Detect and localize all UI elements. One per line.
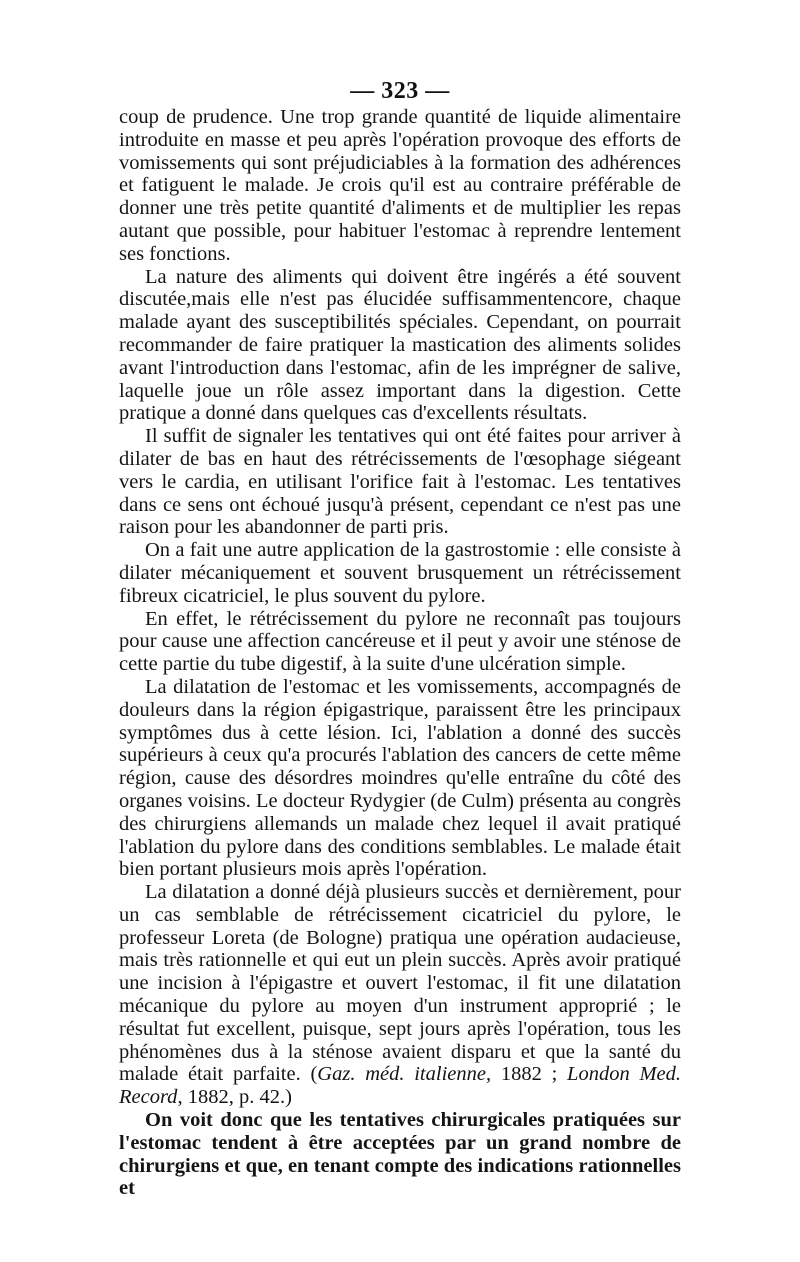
paragraph-7-text: La dilatation a donné déjà plusieurs succès et dernièrement, pour un cas semblable de rétrécissement cicatriciel du pylore, le professeur Loreta (de Bologne) pratiqua une opération audacieuse, mais très rationnelle et qui eut un plein succès. Après avoir pratiqué une incision à l'épigastre et ouvert l'estomac, il fit une dilatation mécanique du pylore au moyen d'un instrument approprié ; le résultat fut excellent, puisque, sept jours après l'opération, tous les phénomènes dus à la sténose avaient disparu et que la santé du malade était parfaite. [119, 881, 681, 1086]
paragraph-3: Il suffit de signaler les tentatives qui ont été faites pour arriver à dilater de bas en haut des rétrécissements de l'œsophage siégeant vers le cardia, en utilisant l'orifice fait à l'estomac. Les tentatives dans ce sens ont échoué jusqu'à présent, cependant ce n'est pas une raison pour les abandonner de parti pris. [119, 425, 681, 539]
body-text [119, 106, 681, 1200]
citation-detail-2: , 1882, p. 42.) [177, 1086, 292, 1109]
citation-journal-1: Gaz. méd. italienne [317, 1063, 486, 1086]
paragraph-8: On voit donc que les tentatives chirurgicales pratiquées sur l'estomac tendent à être acceptées par un grand nombre de chirurgiens et que, en tenant compte des indications rationnelles et [119, 1109, 681, 1200]
paragraph-7: La dilatation a donné déjà plusieurs succès et dernièrement, pour un cas semblable de rétrécissement cicatriciel du pylore, le professeur Loreta (de Bologne) pratiqua une opération audacieuse, mais très rationnelle et qui eut un plein succès. Après avoir pratiqué une incision à l'épigastre et ouvert l'estomac, il fit une dilatation mécanique du pylore au moyen d'un instrument approprié ; le résultat fut excellent, puisque, sept jours après l'opération, tous les phénomènes dus à la sténose avaient disparu et que la santé du malade était parfaite. (Gaz. méd. italienne, 1882 ; London Med. Record, 1882, p. 42.) [119, 881, 682, 1109]
paragraph-5: En effet, le rétrécissement du pylore ne reconnaît pas toujours pour cause une affection cancéreuse et il peut y avoir une sténose de cette partie du tube digestif, à la suite d'une ulcération simple. [119, 607, 681, 676]
paragraph-2: La nature des aliments qui doivent être ingérés a été souvent discutée,mais elle n'est pas élucidée suffisammentencore, chaque malade ayant des susceptibilités spéciales. Cependant, on pourrait recommander de faire pratiquer la mastication des aliments solides avant l'introduction dans l'estomac, afin de les imprégner de salive, laquelle joue un rôle assez important dans la digestion. Cette pratique a donné dans quelques cas d'excellents résultats. [119, 265, 681, 425]
paragraph-4: On a fait une autre application de la gastrostomie : elle consiste à dilater mécaniquement et souvent brusquement un rétrécissement fibreux cicatriciel, le plus souvent du pylore. [119, 539, 681, 607]
citation-detail-1: , 1882 ; [485, 1063, 568, 1086]
paragraph-6: La dilatation de l'estomac et les vomissements, accompagnés de douleurs dans la région épigastrique, paraissent être les principaux symptômes dus à cette lésion. Ici, l'ablation a donné des succès supérieurs à ceux qu'a procurés l'ablation des cancers de cette même région, cause des désordres moindres qu'elle entraîne du côté des organes voisins. Le docteur Rydygier (de Culm) présenta au congrès des chirurgiens allemands un malade chez lequel il avait pratiqué l'ablation du pylore dans des conditions semblables. Le malade était bien portant plusieurs mois après l'opération. [119, 675, 681, 881]
page-number: — 323 — [350, 78, 450, 104]
citation-journal-2: London Med. Record [119, 1063, 682, 1109]
paragraph-1: coup de prudence. Une trop grande quantité de liquide alimentaire introduite en masse et peu après l'opération provoque des efforts de vomissements qui sont préjudiciables à la formation des adhérences et fatiguent le malade. Je crois qu'il est au contraire préférable de donner une très petite quantité d'aliments et de multiplier les repas autant que possible, pour habituer l'estomac à reprendre lentement ses fonctions. [119, 106, 681, 265]
